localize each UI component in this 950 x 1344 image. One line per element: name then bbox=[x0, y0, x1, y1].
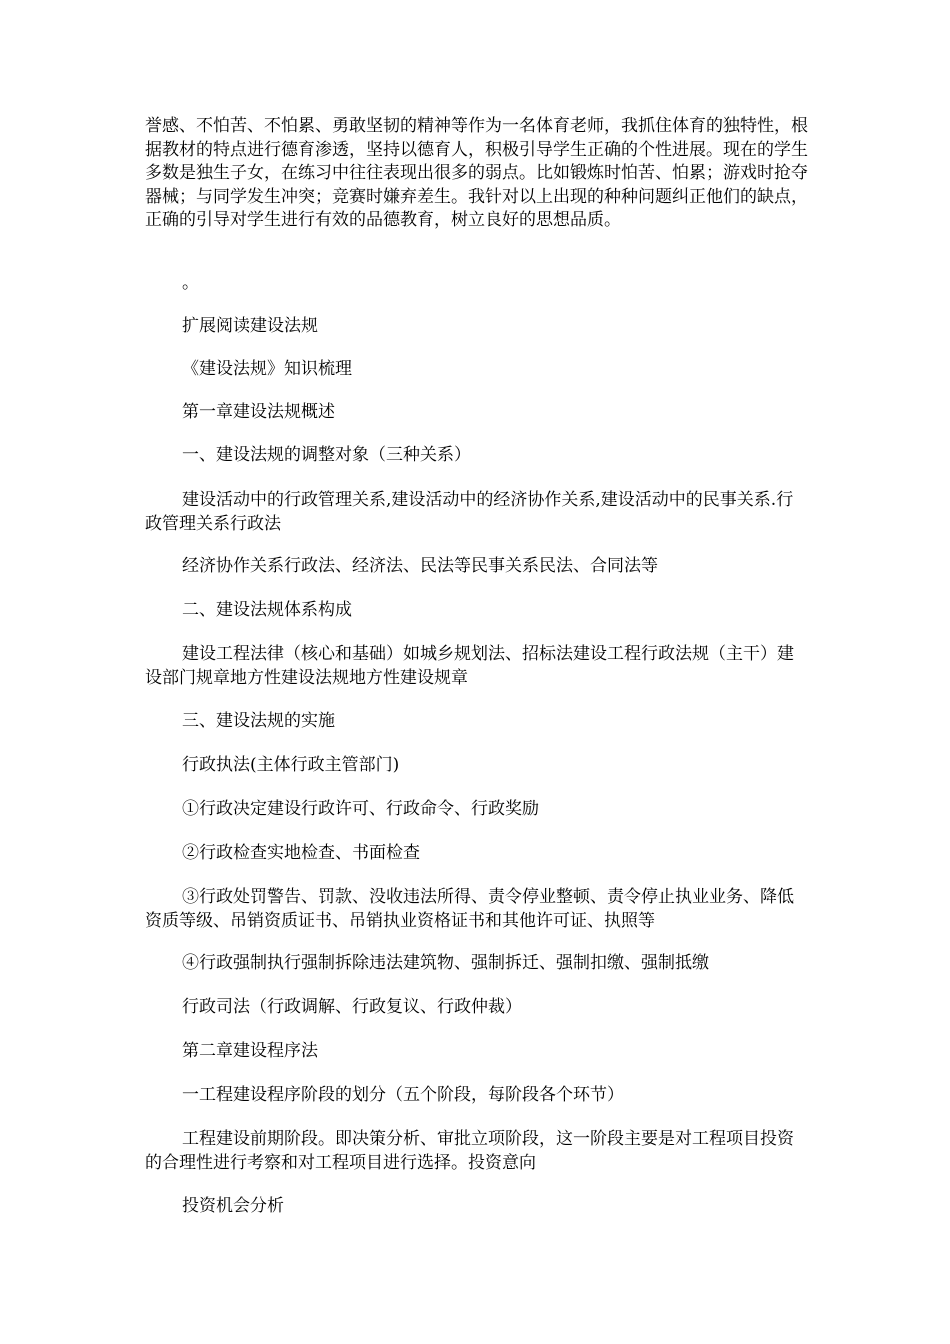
paragraph-period: 。 bbox=[182, 273, 199, 293]
paragraph-economic-relations: 经济协作关系行政法、经济法、民法等民事关系民法、合同法等 bbox=[182, 556, 658, 576]
chapter-1-heading: 第一章建设法规概述 bbox=[182, 402, 335, 422]
paragraph-relations: 建设活动中的行政管理关系,建设活动中的经济协作关系,建设活动中的民事关系.行政管理关系行政法 bbox=[145, 490, 794, 534]
paragraph-intro: 誉感、不怕苦、不怕累、勇敢坚韧的精神等作为一名体育老师，我抓住体育的独特性，根据教材的特点进行德育渗透，坚持以德育人，积极引导学生正确的个性进展。现在的学生多数是独生子女，在练习中往往表现出很多的弱点。比如锻炼时怕苦、怕累；游戏时抢夺器械；与同学发生冲突；竞赛时嫌弃差生。我针对以上出现的种种问题纠正他们的缺点，正确的引导对学生进行有效的品德教育，树立良好的思想品质。 bbox=[145, 116, 808, 230]
chapter-2-heading: 第二章建设程序法 bbox=[182, 1041, 318, 1061]
section-stage-division-heading: 一工程建设程序阶段的划分（五个阶段，每阶段各个环节） bbox=[182, 1085, 624, 1105]
paragraph-opportunity-analysis: 投资机会分析 bbox=[182, 1196, 284, 1216]
paragraph-administrative-enforcement: 行政执法(主体行政主管部门) bbox=[182, 755, 400, 775]
paragraph-system-composition: 建设工程法律（核心和基础）如城乡规划法、招标法建设工程行政法规（主干）建设部门规章地方性建设法规地方性建设规章 bbox=[145, 644, 794, 688]
paragraph-administrative-judicial: 行政司法（行政调解、行政复议、行政仲裁） bbox=[182, 997, 522, 1017]
list-item-administrative-enforcement: ④行政强制执行强制拆除违法建筑物、强制拆迁、强制扣缴、强制抵缴 bbox=[182, 953, 709, 973]
section-2-heading: 二、建设法规体系构成 bbox=[182, 600, 352, 620]
section-3-heading: 三、建设法规的实施 bbox=[182, 711, 335, 731]
paragraph-preliminary-stage: 工程建设前期阶段。即决策分析、审批立项阶段，这一阶段主要是对工程项目投资的合理性进行考察和对工程项目进行选择。投资意向 bbox=[145, 1129, 794, 1173]
list-item-administrative-penalty: ③行政处罚警告、罚款、没收违法所得、责令停业整顿、责令停止执业业务、降低资质等级、吊销资质证书、吊销执业资格证书和其他许可证、执照等 bbox=[145, 887, 794, 931]
list-item-administrative-decision: ①行政决定建设行政许可、行政命令、行政奖励 bbox=[182, 799, 539, 819]
paragraph-knowledge-title: 《建设法规》知识梳理 bbox=[182, 359, 352, 379]
paragraph-extended-reading: 扩展阅读建设法规 bbox=[182, 316, 318, 336]
section-1-heading: 一、建设法规的调整对象（三种关系） bbox=[182, 445, 471, 465]
list-item-administrative-inspection: ②行政检查实地检查、书面检查 bbox=[182, 843, 420, 863]
